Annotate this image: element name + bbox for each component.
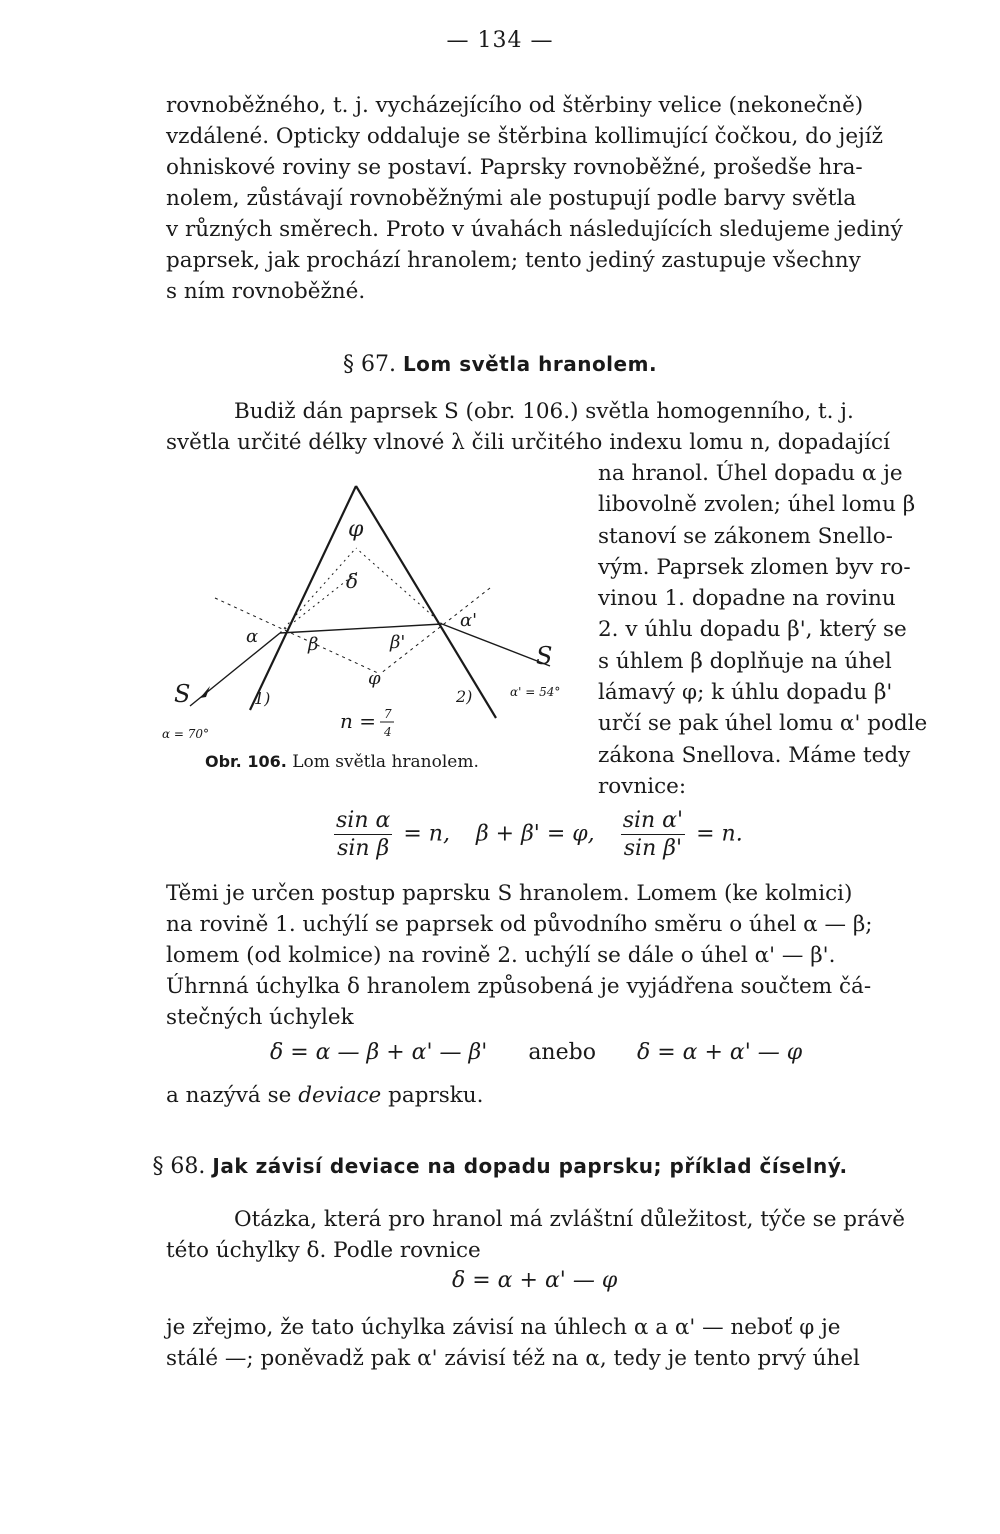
label-alpha-value: α = 70° xyxy=(162,727,210,741)
text-line: v různých směrech. Proto v úvahách následujících sledujeme jediný xyxy=(166,217,903,242)
text-line: vinou 1. dopadne na rovinu xyxy=(598,586,896,612)
deviation-extension-2 xyxy=(356,548,442,624)
label-n-numerator: 7 xyxy=(384,707,392,721)
label-beta-prime: β' xyxy=(390,632,406,653)
text-line: je zřejmo, že tato úchylka závisí na úhlech α a α' — neboť φ je xyxy=(166,1315,841,1340)
label-face-1: 1) xyxy=(254,689,271,708)
section-heading-67 xyxy=(0,352,1000,377)
prism-figure xyxy=(160,478,590,750)
text-line: rovnice: xyxy=(598,773,687,799)
equation-part: = n. xyxy=(696,821,743,847)
label-phi: φ xyxy=(348,517,364,542)
text-line: lámavý φ; k úhlu dopadu β' xyxy=(598,680,893,706)
text-line: této úchylky δ. Podle rovnice xyxy=(166,1238,481,1263)
text-line: s ním rovnoběžné. xyxy=(166,279,366,304)
section-title: Lom světla hranolem. xyxy=(402,352,658,376)
label-phi-inner: φ xyxy=(368,668,381,689)
label-S-out: S xyxy=(536,642,553,670)
label-face-2: 2) xyxy=(456,687,473,706)
label-S-in: S xyxy=(174,680,191,708)
text-line: určí se pak úhel lomu α' podle xyxy=(598,711,928,737)
text-line: libovolně zvolen; úhel lomu β xyxy=(598,492,916,518)
text-line: Budiž dán paprsek S (obr. 106.) světla homogenního, t. j. xyxy=(234,399,854,424)
paragraph-4: a nazývá se deviace paprsku. xyxy=(166,1083,484,1108)
text-line: paprsek, jak prochází hranolem; tento jediný zastupuje všechny xyxy=(166,248,861,273)
text-line: nolem, zůstávají rovnoběžnými ale postupují podle barvy světla xyxy=(166,186,857,211)
label-alpha: α xyxy=(246,626,259,647)
section-number: § 68. xyxy=(152,1154,206,1179)
paragraph-2 xyxy=(166,396,952,458)
term-deviace: deviace xyxy=(298,1083,382,1108)
text-line: vzdálené. Opticky oddaluje se štěrbina kollimující čočkou, do jejíž xyxy=(166,124,883,149)
section-heading-68 xyxy=(0,1154,1000,1179)
fraction-1: $\frac{\text{sin α}}{\text{sin β}}$ xyxy=(336,808,391,861)
paragraph-1 xyxy=(166,90,952,307)
equation-right: δ = α + α' — φ xyxy=(636,1040,803,1065)
label-alpha-prime: α' xyxy=(460,610,478,631)
label-beta: β xyxy=(308,634,319,655)
text-line: ohniskové roviny se postaví. Paprsky rovnoběžné, prošedše hra- xyxy=(166,155,863,180)
caption-label: Obr. 106. xyxy=(205,752,287,771)
fraction-2: $\frac{\text{sin α'}}{\text{sin β'}}$ xyxy=(622,808,684,861)
equation-snell xyxy=(330,808,743,861)
equation-part: β + β' = φ, xyxy=(475,821,595,847)
side-column-text xyxy=(598,458,952,802)
text-line: stanoví se zákonem Snello- xyxy=(598,523,893,549)
text-line: vým. Paprsek zlomen byv ro- xyxy=(598,554,911,580)
caption-text: Lom světla hranolem. xyxy=(292,752,479,772)
label-delta: δ xyxy=(346,569,359,593)
text-line: Úhrnná úchylka δ hranolem způsobená je vyjádřena součtem čá- xyxy=(166,974,872,999)
equation-part: = n, xyxy=(403,821,450,847)
paragraph-3 xyxy=(166,878,952,1033)
figure-caption xyxy=(205,752,479,772)
emergent-ray xyxy=(442,624,550,666)
equation-word: anebo xyxy=(528,1040,596,1065)
label-n-denominator: 4 xyxy=(384,725,392,739)
paragraph-6 xyxy=(166,1312,952,1374)
equation-left: δ = α — β + α' — β' xyxy=(270,1040,488,1065)
text-line: světla určité délky vlnové λ čili určitého indexu lomu n, dopadající xyxy=(166,430,890,455)
prism-face-1 xyxy=(250,486,359,710)
text-line: 2. v úhlu dopadu β', který se xyxy=(598,617,907,643)
internal-ray xyxy=(280,624,442,633)
paragraph-5 xyxy=(166,1204,952,1266)
text-line: Otázka, která pro hranol má zvláštní důležitost, týče se právě xyxy=(234,1207,905,1232)
text-line: Těmi je určen postup paprsku S hranolem. Lomem (ke kolmici) xyxy=(166,881,853,906)
page-number: — 134 — xyxy=(446,28,554,53)
equation-deviation xyxy=(270,1040,802,1065)
text-line: rovnoběžného, t. j. vycházejícího od štěrbiny velice (nekonečně) xyxy=(166,93,864,118)
label-alpha-prime-value: α' = 54° xyxy=(510,685,561,699)
text-line: stálé —; poněvadž pak α' závisí též na α, tedy je tento prvý úhel xyxy=(166,1346,860,1371)
normal-2 xyxy=(380,588,490,674)
text-line: stečných úchylek xyxy=(166,1005,354,1030)
text-line: zákona Snellova. Máme tedy xyxy=(598,742,911,768)
text-line: na rovině 1. uchýlí se paprsek od původního směru o úhel α — β; xyxy=(166,912,873,937)
text-line: na hranol. Úhel dopadu α je xyxy=(598,461,903,486)
arrow-head xyxy=(200,686,210,698)
section-number: § 67. xyxy=(342,352,396,377)
section-title: Jak závisí deviace na dopadu paprsku; příklad číselný. xyxy=(212,1154,848,1178)
text-line: lomem (od kolmice) na rovině 2. uchýlí se dále o úhel α' — β'. xyxy=(166,943,836,968)
equation-deviation-2: δ = α + α' — φ xyxy=(452,1268,618,1293)
text-line: s úhlem β doplňuje na úhel xyxy=(598,648,892,674)
label-n: n = xyxy=(340,709,376,733)
